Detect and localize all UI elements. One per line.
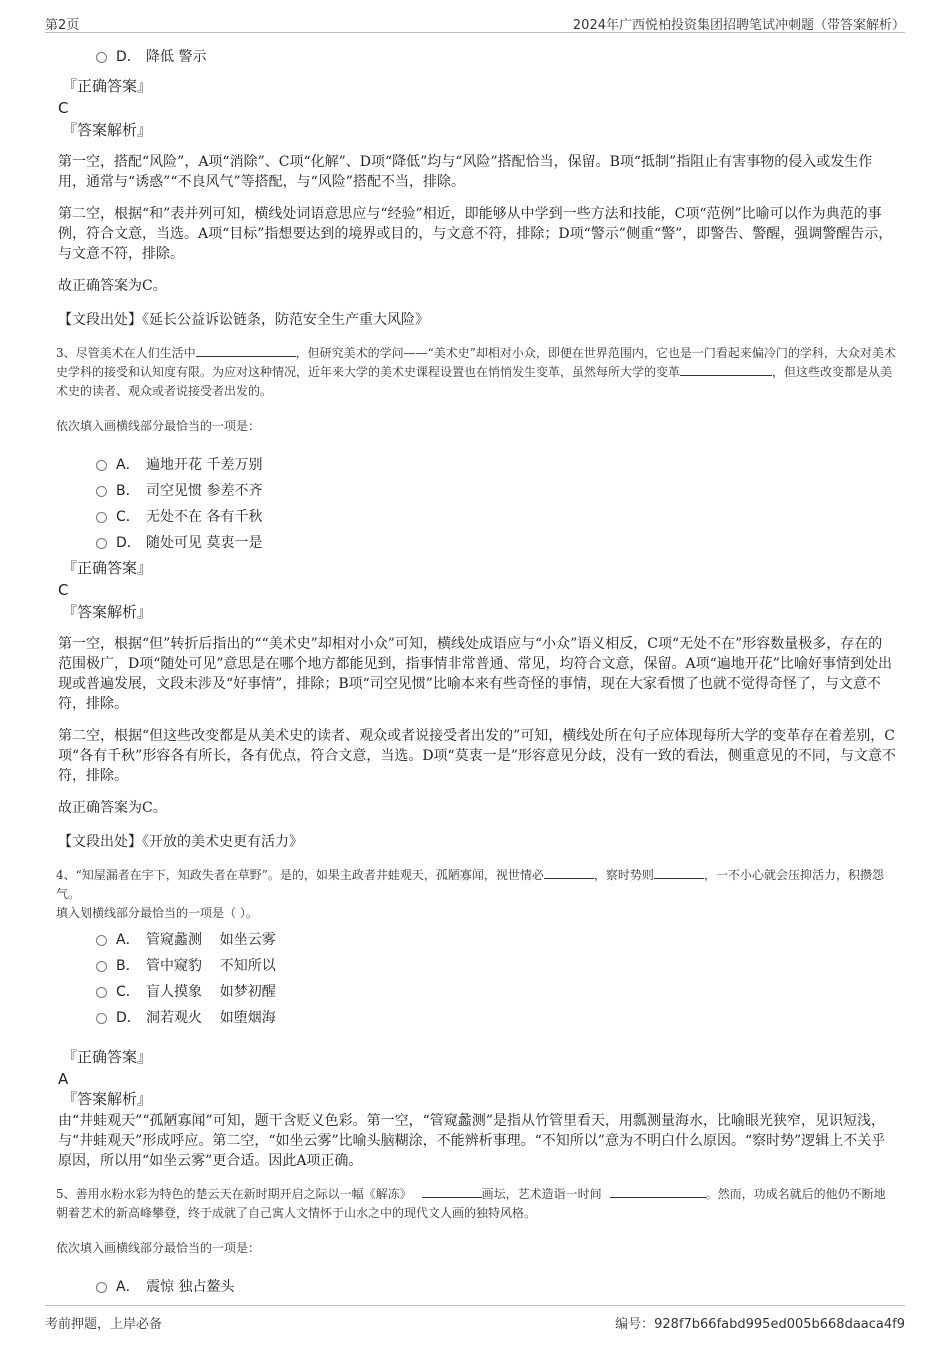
page-header (45, 12, 905, 33)
radio-icon[interactable] (96, 987, 107, 998)
q3-option-b[interactable]: B． 司空见惯 参差不齐 (96, 478, 896, 504)
blank-line (544, 866, 594, 879)
q4-option-d[interactable]: D． 洞若观火 如堕烟海 (96, 1005, 896, 1031)
q4-option-b[interactable]: B． 管中窥豹 不知所以 (96, 953, 896, 979)
q2-source: 【文段出处】《延长公益诉讼链条，防范安全生产重大风险》 (58, 312, 429, 328)
q4-option-a[interactable]: A． 管窥蠡测 如坐云雾 (96, 927, 896, 953)
q2-option-d[interactable]: D． 降低 警示 (96, 44, 896, 70)
q3-stem: 3、尽管美术在人们生活中 ，但研究美术的学问——“美术史”却相对小众，即便在世界范围内，它也是一门看起来偏冷门的学科，大众对美术史学科的接受和认知度有限。为应对这种情况，近年来大学的美术史课程设置也在悄悄发生变革，虽然每所大学的变革 ，但这些改变都是从美术史的读者、观众或者说接受者出发的。 (56, 346, 896, 398)
q3-source: 【文段出处】《开放的美术史更有活力》 (58, 834, 303, 850)
correct-answer-label: 『正确答案』 (62, 77, 153, 95)
document-body (56, 44, 896, 1300)
q4-option-c[interactable]: C． 盲人摸象 如梦初醒 (96, 979, 896, 1005)
q2-answer: C (58, 99, 69, 117)
q3-prompt: 依次填入画横线部分最恰当的一项是： (56, 419, 261, 433)
radio-icon[interactable] (96, 538, 107, 549)
correct-answer-label: 『正确答案』 (62, 1048, 153, 1066)
q3-answer: C (58, 581, 69, 599)
q3-option-d[interactable]: D． 随处可见 莫衷一是 (96, 530, 896, 556)
q4-options (56, 927, 896, 1031)
q5-options (56, 1274, 896, 1300)
blank-line (196, 344, 296, 357)
q3-analysis-1: 第一空，根据“但”转折后指出的““美术史”却相对小众”可知，横线处成语应与“小众”语义相反，C项“无处不在”形容数量极多，存在的范围极广，D项“随处可见”意思是在哪个地方都能见到，指事情非常普通、常见，均符合文意，保留。A项“遍地开花”比喻好事情到处出现或普遍发展，文段未涉及“好事情”，排除；B项“司空见惯”比喻本来有些奇怪的事情，现在大家看惯了也就不觉得奇怪了，与文意不符，排除。 (58, 636, 892, 712)
q2-analysis-3: 故正确答案为C。 (58, 278, 167, 294)
blank-line (680, 363, 772, 376)
document-code: 编号：928f7b66fabd995ed005b668daaca4f9 (615, 1317, 905, 1332)
q4-stem: 4、“知屋漏者在宇下，知政失者在草野”。是的，如果主政者井蛙观天，孤陋寡闻，视世情必 ，察时势则 ，一不小心就会压抑活力，积攒怨气。 (56, 868, 884, 901)
page-footer (45, 1305, 905, 1330)
q3-analysis-3: 故正确答案为C。 (58, 800, 167, 816)
analysis-label: 『答案解析』 (62, 121, 153, 139)
correct-answer-label: 『正确答案』 (62, 559, 153, 577)
footer-slogan: 考前押题，上岸必备 (45, 1317, 163, 1332)
q3-option-a[interactable]: A． 遍地开花 千差万别 (96, 452, 896, 478)
q3-options (56, 452, 896, 556)
q5-option-a[interactable]: A． 震惊 独占鳌头 (96, 1274, 896, 1300)
radio-icon[interactable] (96, 512, 107, 523)
analysis-label: 『答案解析』 (62, 603, 153, 621)
analysis-label: 『答案解析』 (62, 1090, 153, 1108)
q4-prompt: 填入划横线部分最恰当的一项是（ ）。 (56, 906, 258, 920)
page-number: 第2页 (45, 18, 80, 33)
q4-analysis: 由“井蛙观天”“孤陋寡闻”可知，题干含贬义色彩。第一空，“管窥蠡测”是指从竹管里看天，用瓢测量海水，比喻眼光狭窄，见识短浅，与“井蛙观天”形成呼应。第二空，“如坐云雾”比喻头脑糊涂，不能辨析事理。“不知所以”意为不明白什么原因。“察时势”逻辑上不关乎原因，所以用“如坐云雾”更合适。因此A项正确。 (58, 1113, 886, 1169)
radio-icon[interactable] (96, 961, 107, 972)
radio-icon[interactable] (96, 486, 107, 497)
document-title: 2024年广西悦柏投资集团招聘笔试冲刺题（带答案解析） (572, 18, 905, 33)
q5-prompt: 依次填入画横线部分最恰当的一项是： (56, 1241, 261, 1255)
q2-analysis-1: 第一空，搭配“风险”，A项“消除”、C项“化解”、D项“降低”均与“风险”搭配恰当，保留。B项“抵制”指阻止有害事物的侵入或发生作用，通常与“诱惑”“不良风气”等搭配，与“风险”搭配不当，排除。 (58, 154, 873, 190)
q2-analysis-2: 第二空，根据“和”表并列可知，横线处词语意思应与“经验”相近，即能够从中学到一些方法和技能，C项“范例”比喻可以作为典范的事例，符合文意，当选。A项“目标”指想要达到的境界或目的，与文意不符，排除；D项“警示”侧重“警”，即警告、警醒，强调警醒告示，与文意不符，排除。 (58, 206, 893, 262)
q3-analysis-2: 第二空，根据“但这些改变都是从美术史的读者、观众或者说接受者出发的”可知，横线处所在句子应体现每所大学的变革存在着差别，C项“各有千秋”形容各有所长，各有优点，符合文意，当选。D项“莫衷一是”形容意见分歧，没有一致的看法，侧重意见的不同，与文意不符，排除。 (58, 728, 896, 784)
blank-line (422, 1185, 482, 1198)
blank-line (610, 1185, 706, 1198)
radio-icon[interactable] (96, 460, 107, 471)
radio-icon[interactable] (96, 1013, 107, 1024)
radio-icon[interactable] (96, 52, 107, 63)
radio-icon[interactable] (96, 935, 107, 946)
q3-option-c[interactable]: C． 无处不在 各有千秋 (96, 504, 896, 530)
blank-line (654, 866, 704, 879)
q5-stem: 5、善用水粉水彩为特色的楚云天在新时期开启之际以一幅《解冻》 画坛，艺术造诣一时间 。然而，功成名就后的他仍不断地朝着艺术的新高峰攀登，终于成就了自己寓人文情怀于山水之中的现代文人画的独特风格。 (56, 1187, 886, 1220)
q4-answer: A (58, 1070, 69, 1088)
radio-icon[interactable] (96, 1282, 107, 1293)
